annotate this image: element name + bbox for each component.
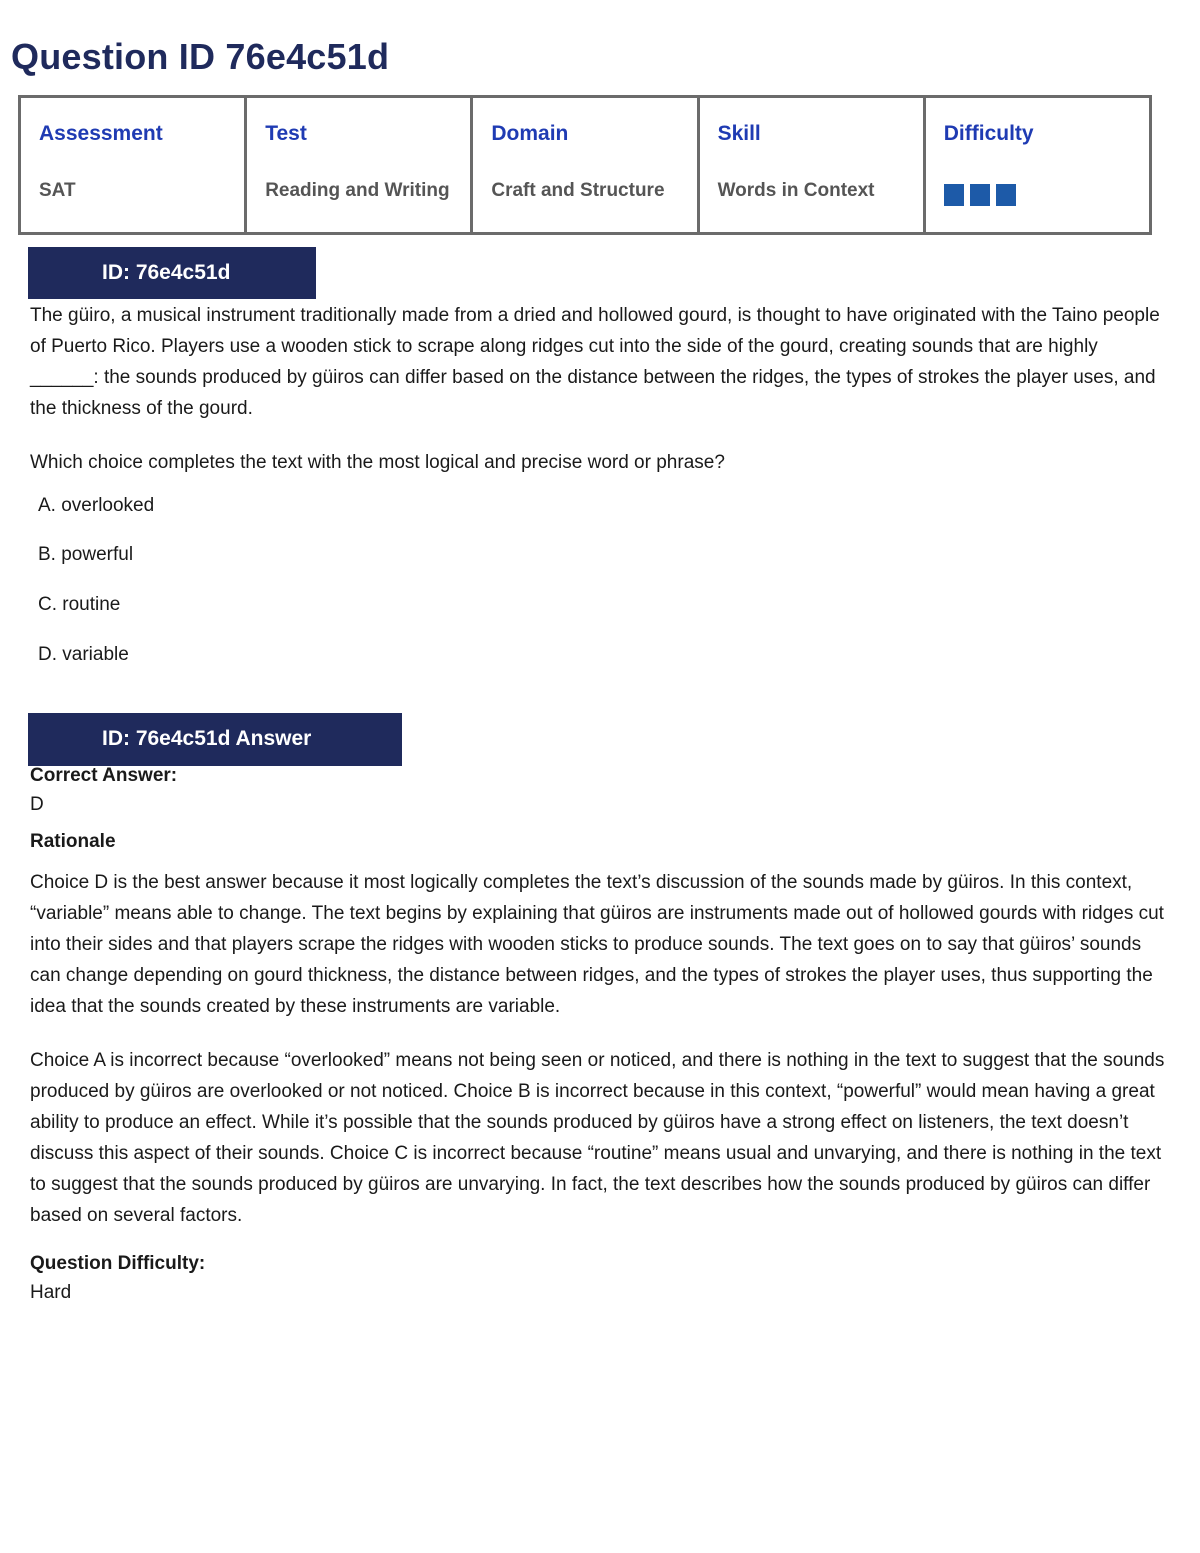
- question-metadata-table: [18, 95, 1152, 235]
- skill-label: Skill: [717, 122, 761, 145]
- difficulty-cell: [924, 97, 1150, 234]
- choice-c: C. routine: [38, 594, 121, 615]
- domain-cell: [472, 97, 698, 234]
- domain-label: Domain: [491, 122, 569, 145]
- difficulty-bar: [996, 184, 1016, 206]
- answer-id-banner: ID: 76e4c51d Answer: [28, 713, 402, 766]
- question-id-banner: ID: 76e4c51d: [28, 247, 316, 299]
- assessment-cell: [20, 97, 246, 234]
- skill-cell: [698, 97, 924, 234]
- test-value: Reading and Writing: [265, 180, 450, 201]
- correct-answer-label: Correct Answer:: [30, 765, 178, 786]
- rationale-paragraph-2: Choice A is incorrect because “overlooked” means not being seen or noticed, and there is nothing in the text to suggest that the sounds produced by güiros are overlooked or not noticed. Choice B is incorrect because in this context, “powerful” would mean having a great ability to produce an effect. While it’s possible that the sounds produced by güiros have a strong effect on listeners, the text doesn’t discuss this aspect of their sounds. Choice C is incorrect because “routine” means usual and unvarying, and there is nothing in the text to suggest that the sounds produced by güiros are unvarying. In fact, the text describes how the sounds produced by güiros can differ based on several factors.: [30, 1050, 1165, 1226]
- difficulty-bars: [944, 184, 1149, 206]
- choice-b: B. powerful: [38, 544, 134, 565]
- test-cell: [246, 97, 472, 234]
- rationale-paragraph-1: Choice D is the best answer because it most logically completes the text’s discussion of the sounds made by güiros. In this context, “variable” means able to change. The text begins by explaining that güiros are instruments made out of hollowed gourds with ridges cut into their sides and that players scrape the ridges with wooden sticks to produce sounds. The text goes on to say that güiros’ sounds can change depending on gourd thickness, the distance between ridges, and the types of strokes the player uses, thus supporting the idea that the sounds created by these instruments are variable.: [30, 872, 1164, 1017]
- assessment-label: Assessment: [39, 122, 163, 145]
- difficulty-label: Difficulty: [943, 122, 1034, 145]
- page-title: Question ID 76e4c51d: [11, 36, 390, 77]
- question-prompt: Which choice completes the text with the most logical and precise word or phrase?: [30, 452, 725, 473]
- question-difficulty-value: Hard: [30, 1282, 72, 1303]
- difficulty-bar: [970, 184, 990, 206]
- question-difficulty-label: Question Difficulty:: [30, 1253, 206, 1274]
- correct-answer-value: D: [30, 794, 44, 815]
- assessment-value: SAT: [39, 180, 76, 201]
- choice-d: D. variable: [38, 644, 129, 665]
- skill-value: Words in Context: [717, 180, 875, 201]
- rationale-heading: Rationale: [30, 831, 116, 852]
- domain-value: Craft and Structure: [491, 180, 665, 201]
- question-passage: The güiro, a musical instrument traditionally made from a dried and hollowed gourd, is thought to have originated with the Taino people of Puerto Rico. Players use a wooden stick to scrape along ridges cut into the side of the gourd, creating sounds that are highly ______: the sounds produced by güiros can differ based on the distance between the ridges, the types of strokes the player uses, and the thickness of the gourd.: [30, 305, 1160, 419]
- difficulty-bar: [944, 184, 964, 206]
- test-label: Test: [265, 122, 307, 145]
- choice-a: A. overlooked: [38, 495, 155, 516]
